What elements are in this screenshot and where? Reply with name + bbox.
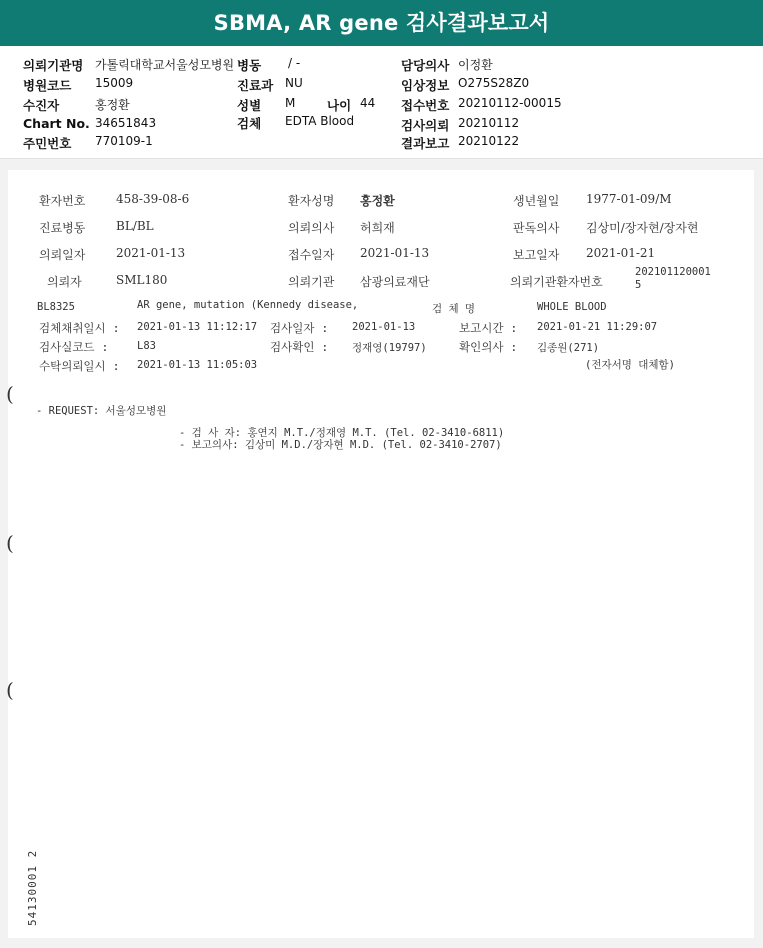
code-label: 병원코드 <box>23 78 72 93</box>
req-org-pt-label: 의뢰기관환자번호 <box>510 275 603 289</box>
lab-code-value: L83 <box>137 340 156 352</box>
ward-label: 진료병동 <box>39 221 86 235</box>
confirm-doc-value: 김종원(271) <box>537 342 600 354</box>
clinical-label: 임상정보 <box>401 78 450 93</box>
req-doc-value: 허희재 <box>360 221 395 235</box>
requester-value: SML180 <box>116 273 168 287</box>
request-line: - REQUEST: 서울성모병원 <box>36 405 167 417</box>
report-header <box>0 46 763 159</box>
recv-date-value: 2021-01-13 <box>360 246 430 260</box>
birth-label: 생년월일 <box>513 194 560 208</box>
request-label: 검사의뢰 <box>401 118 450 133</box>
patient-name-label: 환자성명 <box>288 194 335 208</box>
patient-label: 수진자 <box>23 98 60 113</box>
sex-label: 성별 <box>237 98 262 113</box>
collect-value: 2021-01-13 11:12:17 <box>137 321 258 333</box>
rep-date-value: 2021-01-21 <box>586 246 656 260</box>
requester-label: 의뢰자 <box>47 275 82 289</box>
req-org-pt-value-2: 5 <box>635 279 642 291</box>
req-org-value: 삼광의료재단 <box>360 275 430 289</box>
request-value: 20210112 <box>458 116 520 130</box>
esign-note: (전자서명 대체함) <box>585 359 675 371</box>
punch-mark-bottom: ( <box>6 678 14 702</box>
read-doc-label: 판독의사 <box>513 221 560 235</box>
receipt-value: 20210112-00015 <box>458 96 562 110</box>
lab-code-label: 검사실코드 : <box>39 340 109 354</box>
req-doc-label: 의뢰의사 <box>288 221 335 235</box>
receipt-label: 접수번호 <box>401 98 450 113</box>
ssn-label: 주민번호 <box>23 136 72 151</box>
chart-value: 34651843 <box>95 116 157 130</box>
test-name: AR gene, mutation (Kennedy disease, <box>137 299 359 311</box>
specimen-value: EDTA Blood <box>285 114 355 128</box>
recv-date-label: 접수일자 <box>288 248 335 262</box>
confirm-doc-label: 확인의사 : <box>459 340 518 354</box>
dept-value: NU <box>285 76 303 90</box>
collect-label: 검체채취일시 : <box>39 321 120 335</box>
code-value: 15009 <box>95 76 134 90</box>
ward-value: BL/BL <box>116 219 154 233</box>
report-time-value: 2021-01-21 11:29:07 <box>537 321 658 333</box>
patient-value: 홍정환 <box>95 98 130 112</box>
test-code: BL8325 <box>37 301 75 313</box>
result-sheet <box>8 170 754 938</box>
specimen-name-label: 검 체 명 <box>432 303 476 315</box>
test-date-value: 2021-01-13 <box>352 321 416 333</box>
ward-value: / - <box>288 56 301 70</box>
hospital-value: 가톨릭대학교서울성모병원 <box>95 58 235 72</box>
req-org-label: 의뢰기관 <box>288 275 335 289</box>
clinical-value: O275S28Z0 <box>458 76 530 90</box>
punch-mark-middle: ( <box>6 531 14 555</box>
ssn-value: 770109-1 <box>95 134 153 148</box>
consign-value: 2021-01-13 11:05:03 <box>137 359 258 371</box>
req-org-pt-value-1: 202101120001 <box>635 266 711 278</box>
confirm-label: 검사확인 : <box>270 340 329 354</box>
specimen-name-value: WHOLE BLOOD <box>537 301 607 313</box>
age-label: 나이 <box>327 98 352 113</box>
report-title: SBMA, AR gene 검사결과보고서 <box>0 0 763 46</box>
birth-value: 1977-01-09/M <box>586 192 672 206</box>
side-serial-number: 54130001 2 <box>26 849 39 926</box>
ward-label: 병동 <box>237 58 262 73</box>
age-value: 44 <box>360 96 376 110</box>
req-date-label: 의뢰일자 <box>39 248 86 262</box>
confirm-value: 정재영(19797) <box>352 342 427 354</box>
patient-no-label: 환자번호 <box>39 194 86 208</box>
report-time-label: 보고시간 : <box>459 321 518 335</box>
punch-mark-top: ( <box>6 382 14 406</box>
hospital-label: 의뢰기관명 <box>23 58 84 73</box>
test-date-label: 검사일자 : <box>270 321 329 335</box>
req-date-value: 2021-01-13 <box>116 246 186 260</box>
specimen-label: 검체 <box>237 116 262 131</box>
report-label: 결과보고 <box>401 136 450 151</box>
sex-value: M <box>285 96 296 110</box>
report-value: 20210122 <box>458 134 520 148</box>
patient-name-value: 홍정환 <box>360 194 395 208</box>
chart-label: Chart No. <box>23 116 90 131</box>
doctor-value: 이정환 <box>458 58 493 72</box>
tester-line: - 검 사 자: 홍연지 M.T./정재영 M.T. (Tel. 02-3410-6811) <box>179 427 505 439</box>
patient-no-value: 458-39-08-6 <box>116 192 190 206</box>
read-doc-value: 김상미/장자현/장자현 <box>586 221 699 235</box>
rep-date-label: 보고일자 <box>513 248 560 262</box>
dept-label: 진료과 <box>237 78 274 93</box>
doctor-label: 담당의사 <box>401 58 450 73</box>
reporter-line: - 보고의사: 김상미 M.D./장자현 M.D. (Tel. 02-3410-2707) <box>179 439 502 451</box>
consign-label: 수탁의뢰일시 : <box>39 359 120 373</box>
